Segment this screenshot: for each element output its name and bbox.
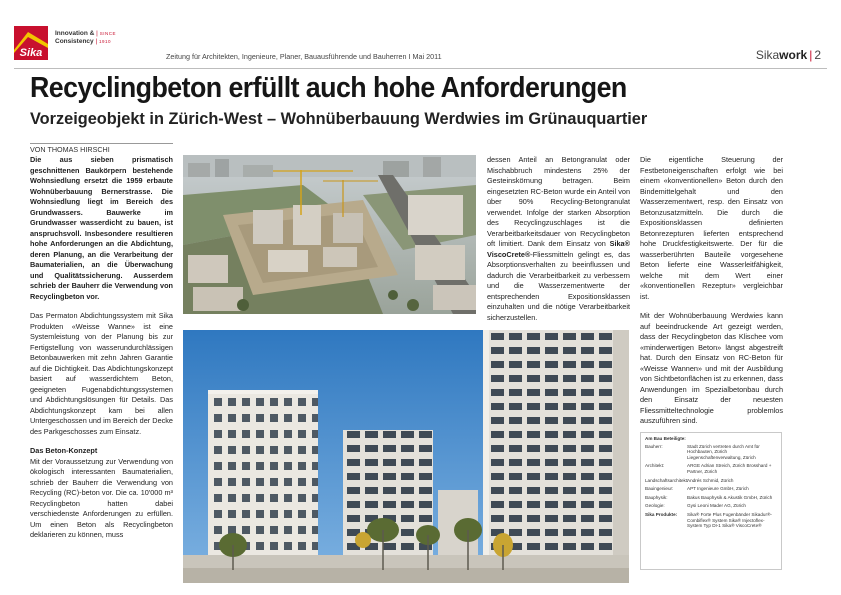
section-heading-beton-konzept: Das Beton-Konzept (30, 446, 98, 455)
finished-buildings-photo (183, 330, 629, 583)
masthead (756, 48, 821, 62)
participant-label: Architekt: (645, 463, 665, 469)
lead-paragraph: Die aus sieben prismatisch geschnittenen Baukörpern bestehende Wohnsiedlung ersetzt die 1959 erbaute Wohnüberbauung Bernerstrasse. Die Wohnsiedlung liegt im Bereich des Grundwassers. Bauwerke im Grundwasser wasserdicht zu bauen, ist anspruchsvoll. Insbesondere resultieren hohe Anforderungen an die Abdichtung, deren Planung, an die Verarbeitung der Baumaterialien, an die Überwachung und Qualitätssicherung. Ausserdem schrieb der Bauherr die Verwendung von Recyclingbeton vor. (30, 155, 173, 301)
participant-row (645, 463, 777, 474)
header-rule (14, 68, 827, 69)
article-author: VON THOMAS HIRSCHI (30, 145, 110, 154)
publication-tagline: Zeitung für Architekten, Ingenieure, Planer, Bauausführende und Bauherren I Mai 2011 (166, 52, 442, 61)
participant-row (645, 495, 777, 501)
since-bottom: 1910 (98, 39, 111, 44)
participant-label: Bauherr: (645, 443, 663, 449)
brand-claim-top: Innovation & (55, 30, 95, 37)
products-value: Sika® Forte Plus Fugenbänder Sikadur®-Combiflex® System Sika® Injectoflex-System Typ DI-1 Sika® ViscoCrete® (687, 511, 772, 529)
participant-label: Geologie: (645, 503, 665, 509)
aerial-construction-photo (183, 155, 476, 314)
masthead-work: work (779, 48, 808, 62)
participant-value: Gysi Leoni Mader AG, Zürich (687, 503, 746, 509)
body-paragraph-1: Das Permaton Abdichtungssystem mit Sika Produkten «Weisse Wanne» ist eine Systemleistung von der Planung bis zur Fertigstellung von wasserundurchlässigen Betonbauwerken mit zehn Jahren Garantie auf die Dichtigkeit. Das Abdichtungskonzept basiert auf wasserdichtem Beton, geeigneten Fugenabdichtungssystemen und Abdichtungslösungen für Details. Das Abdichtungskonzept kam bei allen Untergeschossen und im Bereich der Decke des Parkgeschosses zum Einsatz. (30, 311, 173, 436)
article-subhead: Vorzeigeobjekt in Zürich-West – Wohnüberbauung Werdwies im Grünauquartier (30, 109, 648, 128)
column-4 (640, 155, 783, 436)
body-paragraph-3-part-a: dessen Anteil an Betongranulat oder Mischabbruch mindestens 25% der Gesteinskörnung betragen. Beim eingesetzten RC-Beton wurde ein Anteil von über 90% Recycling-Betongranulat verwendet. Infolge der starken Absorption des Recyclingzuschlages ist die Verarbeitbarkeitsdauer von Recyclingbeton oft limitiert. Dank dem Einsatz von (487, 155, 630, 248)
since-top: SINCE (99, 31, 116, 36)
body-paragraph-5: Mit der Wohnüberbauung Werdwies kann auf beeindruckende Art gezeigt werden, dass der Recyclingbeton das Klischee vom «minderwertigen Beton» längst abgestreift hat. Durch den Einsatz von RC-Beton für «Weisse Wannen» und mit der Ausbildung von Sichtbetonflächen ist zu erkennen, dass Anwendungen im Spezialbetonbau durch den Einsatz der neuesten Fliessmitteltechnologie problemlos auszuführen sind. (640, 311, 783, 425)
participant-row (645, 444, 777, 461)
participant-value: Bakus Bauphysik & Akustik GmbH, Zürich (687, 494, 773, 500)
participant-row (645, 478, 777, 484)
body-paragraph-3-part-b: -Fliessmitteln gelingt es, das Absorptionsverhalten zu beeinflussen und dadurch die Verarbeitbarkeit zu verbessern und die Wasserzementwerte der entsprechenden Expositionsklassen einzuhalten und die nötige Verarbeitbarkeit sicherzustellen. (487, 249, 630, 322)
products-row (645, 512, 777, 529)
body-paragraph-3 (487, 155, 630, 323)
body-paragraph-4: Die eigentliche Steuerung der Festbetoneigenschaften erfolgt wie bei einem «konventionellen» Beton durch den Bindemittelgehalt und den Wasserzementwert, resp. den Einsatz von Betonzusatzmitteln. Die durch die Expositionsklassen definierten Betonrezepturen lieferten entsprechend hohe Druckfestigkeitswerte. Der für die wasserberührten Bauteile vorgesehene Beton lieferte eine Wasserleitfähigkeit, welche mit dem Wert einer «konventionellen Rezeptur» vergleichbar ist. (640, 155, 783, 301)
participant-row (645, 486, 777, 492)
products-label: Sika Produkte: (645, 511, 678, 517)
product-name-viscocrete: Sika® ViscoCrete® (487, 239, 630, 259)
author-rule (30, 143, 173, 144)
body-paragraph-2: Mit der Voraussetzung zur Verwendung von ökologisch interessanten Baumaterialien, schrieb der Bauherr die Verwendung von Recycling (RC)-beton vor. Die ca. 10'000 m³ Recyclingbeton hatten dabei verschiedenste Anforderungen zu erfüllen. Um einen Beton als Recyclingbeton deklarieren zu können, muss (30, 456, 173, 539)
brand-claim-bottom: Consistency (55, 38, 94, 45)
participant-row (645, 503, 777, 509)
article-headline: Recyclingbeton erfüllt auch hohe Anforderungen (30, 72, 627, 104)
column-1 (30, 155, 173, 550)
participant-value: ARGE Adrian Streich, Zürich Brosshard + Partner, Zürich (687, 463, 772, 474)
participant-value: Andrés Schmid, Zürich (687, 477, 734, 483)
participant-value: Stadt Zürich vertreten durch Amt für Hochbauten, Zürich Liegenschaftenverwaltung, Zürich (687, 443, 760, 460)
column-3 (487, 155, 630, 332)
page-number: 2 (814, 48, 821, 62)
participant-value: APT Ingenieure GmbH, Zürich (687, 486, 749, 492)
participant-label: Bauphysik: (645, 494, 668, 500)
participants-title: Am Bau Beteiligte: (645, 436, 686, 441)
participant-label: Landschaftsarchitekt: (645, 477, 689, 483)
logo-text: Sika (19, 47, 43, 59)
brand-claim: Innovation & | SINCE Consistency | 1910 (55, 30, 116, 45)
participant-label: Bauingenieur: (645, 486, 674, 492)
masthead-pipe: | (809, 48, 813, 62)
masthead-name: Sika (755, 48, 780, 62)
sika-logo (14, 26, 48, 60)
project-participants-box (640, 432, 782, 570)
